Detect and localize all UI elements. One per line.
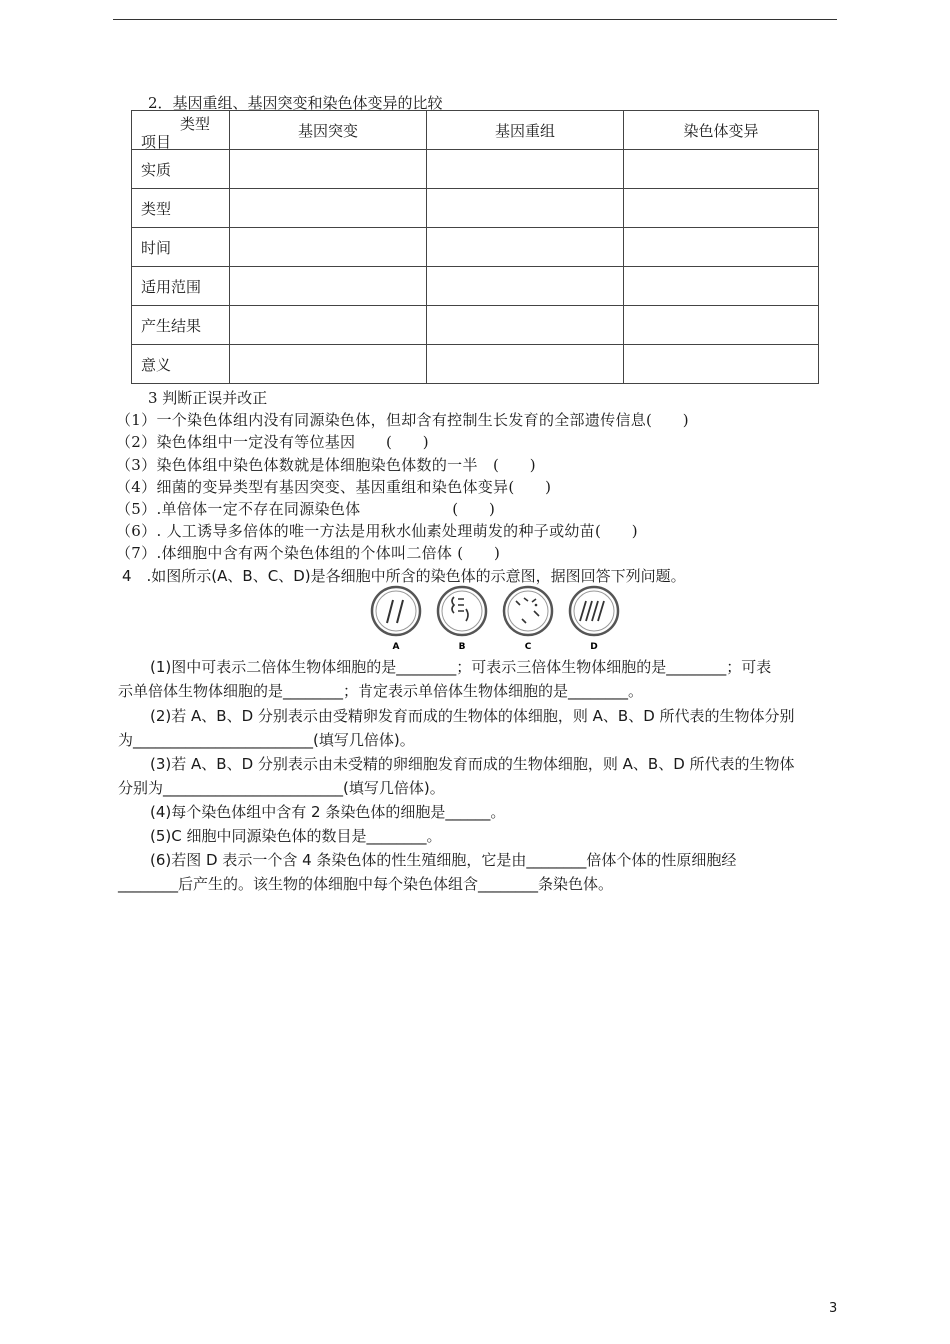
- col-header-gene-mutation: 基因突变: [230, 111, 427, 150]
- table-cell: [230, 306, 427, 345]
- section4-title: 4 .如图所示(A、B、C、D)是各细胞中所含的染色体的示意图，据图回答下列问题。: [122, 567, 686, 585]
- table-cell: [427, 345, 624, 384]
- judge-item-2: （2）染色体组中一定没有等位基因 ( ): [116, 433, 429, 451]
- table-cell: [624, 267, 819, 306]
- question-line: (1)图中可表示二倍体生物体细胞的是________；可表示三倍体生物体细胞的是________；可表: [150, 658, 772, 676]
- table-row: [132, 306, 819, 345]
- table-row: [132, 267, 819, 306]
- table-cell: [624, 228, 819, 267]
- table-cell: [230, 228, 427, 267]
- table-cell: [230, 189, 427, 228]
- table-cell: [427, 189, 624, 228]
- cell-c: [504, 587, 552, 635]
- question-line: (6)若图 D 表示一个含 4 条染色体的性生殖细胞，它是由________倍体个体的性原细胞经: [150, 851, 737, 869]
- table-cell: [624, 345, 819, 384]
- judge-item-4: （4）细菌的变异类型有基因突变、基因重组和染色体变异( ): [116, 478, 552, 496]
- table-row: [132, 228, 819, 267]
- table-cell: [427, 306, 624, 345]
- row-label: 适用范围: [132, 267, 230, 306]
- question-line: 为________________________(填写几倍体)。: [118, 731, 415, 749]
- question-line: 示单倍体生物体细胞的是________；肯定表示单倍体生物体细胞的是________。: [118, 682, 644, 700]
- cell-label-a: A: [392, 642, 400, 652]
- question-line: (5)C 细胞中同源染色体的数目是________。: [150, 827, 442, 845]
- judge-item-5: （5）.单倍体一定不存在同源染色体 ( ): [116, 500, 496, 518]
- judge-item-7: （7）.体细胞中含有两个染色体组的个体叫二倍体 ( ): [116, 544, 501, 562]
- table-row: [132, 345, 819, 384]
- judge-item-6: （6）. 人工诱导多倍体的唯一方法是用秋水仙素处理萌发的种子或幼苗( ): [116, 522, 638, 540]
- judge-item-3: （3）染色体组中染色体数就是体细胞染色体数的一半 ( ): [116, 456, 536, 474]
- cell-label-b: B: [458, 642, 466, 652]
- row-label: 实质: [132, 150, 230, 189]
- table-cell: [624, 189, 819, 228]
- row-label: 类型: [132, 189, 230, 228]
- table-cell: [427, 228, 624, 267]
- table-row: [132, 150, 819, 189]
- table-row: [132, 189, 819, 228]
- corner-top-label: 类型: [180, 115, 211, 133]
- question-line: 分别为________________________(填写几倍体)。: [118, 779, 445, 797]
- cell-label-c: C: [524, 642, 532, 652]
- cell-b: [438, 587, 486, 635]
- cell-a: [372, 587, 420, 635]
- section3-title: 3 判断正误并改正: [148, 389, 268, 407]
- table-cell: [230, 345, 427, 384]
- cell-label-d: D: [590, 642, 598, 652]
- question-line: (3)若 A、B、D 分别表示由未受精的卵细胞发育而成的生物体细胞，则 A、B、D 所代表的生物体: [150, 755, 795, 773]
- table-cell: [230, 267, 427, 306]
- table-cell: [427, 267, 624, 306]
- row-label: 时间: [132, 228, 230, 267]
- row-label: 意义: [132, 345, 230, 384]
- chromosome-figure: [366, 585, 626, 655]
- col-header-gene-recombination: 基因重组: [427, 111, 624, 150]
- table-cell: [624, 150, 819, 189]
- judge-item-1: （1）一个染色体组内没有同源染色体，但却含有控制生长发育的全部遗传信息( ): [116, 411, 689, 429]
- col-header-chromosome-variation: 染色体变异: [624, 111, 819, 150]
- table-cell: [427, 150, 624, 189]
- table-cell: [624, 306, 819, 345]
- corner-bottom-label: 项目: [141, 133, 172, 151]
- question-line: ________后产生的。该生物的体细胞中每个染色体组含________条染色体。: [118, 875, 614, 893]
- question-line: (4)每个染色体组中含有 2 条染色体的细胞是______。: [150, 803, 506, 821]
- corner-cell: [132, 111, 230, 150]
- table-cell: [230, 150, 427, 189]
- page-number: 3: [829, 1301, 838, 1316]
- section2-title: 2．基因重组、基因突变和染色体变异的比较: [148, 94, 443, 112]
- table-header-row: [132, 111, 819, 150]
- top-rule: [113, 19, 837, 20]
- question-line: (2)若 A、B、D 分别表示由受精卵发育而成的生物体的体细胞，则 A、B、D 所代表的生物体分别: [150, 707, 795, 725]
- cell-d: [570, 587, 618, 635]
- row-label: 产生结果: [132, 306, 230, 345]
- comparison-table: [131, 110, 819, 384]
